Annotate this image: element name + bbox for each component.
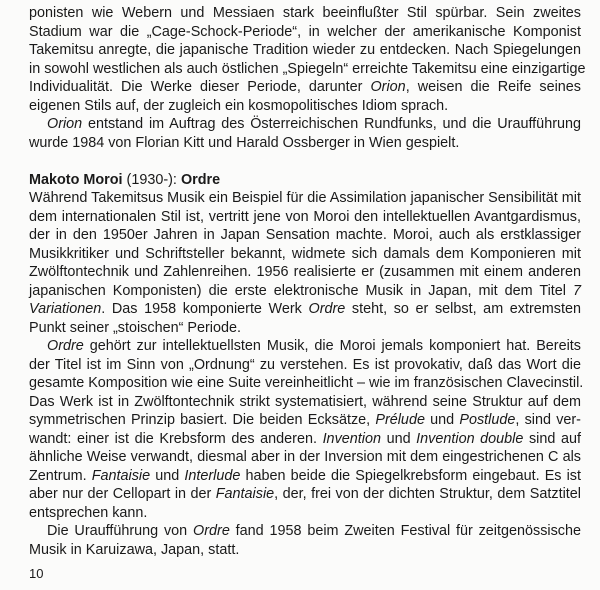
text-line [29, 485, 581, 504]
text-run: japanischen Komponisten) die erste elektronische Musik in Japan, mit dem Titel [29, 282, 573, 299]
text-run: entstand im Auftrag des Österreichischen Rundfunks, und die Uraufführung [82, 116, 581, 132]
paragraph [29, 4, 586, 115]
text-line [29, 374, 584, 393]
text-line [29, 319, 581, 338]
text-run: , sind ver- [515, 412, 581, 428]
text-run: gesamte Komposition wie eine Suite vereinheitlicht – wie im französischen Clavecinstil. [29, 375, 584, 391]
text-run: sind auf [523, 430, 581, 447]
text-run: Musikkritiker und Schriftsteller bekannt, widmete sich damals dem Komponieren mit [29, 245, 581, 262]
paragraph [29, 522, 581, 559]
text-run: und [380, 430, 417, 447]
text-run: wandt: einer ist die Krebsform des anderen. [29, 430, 323, 447]
text-run: gehört zur intellektuellsten Musik, die Moroi jemals komponiert hat. Bereits [83, 338, 581, 354]
text-run: Zentrum. [29, 467, 92, 484]
text-line [29, 245, 581, 264]
text-run: der in den 1950er Jahren in Japan Sensation machte. Moroi, auch als erstklassiger [29, 227, 581, 243]
paragraph-spacer [29, 152, 581, 171]
italic-title: Orion [370, 79, 406, 95]
italic-title: Variationen [29, 301, 102, 317]
text-run: Takemitsu anregte, die japanische Tradition wieder zu entdecken. Nach Spiegelungen [29, 42, 581, 58]
text-run: in sowohl westlichen als auch östlichen „Spiegeln“ erreichte Takemitsu eine einzigartige [29, 60, 586, 77]
text-run: . Das 1958 komponierte Werk [101, 301, 309, 317]
text-run: symmetrischen Prinzip basiert. Die beiden Ecksätze, [29, 412, 376, 428]
text-run: und [150, 467, 185, 484]
text-line [29, 189, 581, 208]
text-line [29, 356, 581, 375]
italic-title: Interlude [184, 467, 241, 484]
page-number: 10 [29, 566, 44, 581]
text-run: Zwölftontechnik und Zahlenreihen. 1956 realisierte er (zusammen mit einem anderen [29, 264, 581, 280]
text-line [29, 393, 581, 412]
text-run: Musik in Karuizawa, Japan, statt. [29, 541, 240, 558]
text-run: (1930-): [122, 171, 181, 188]
italic-title: Ordre [47, 338, 84, 354]
italic-title: Fantaisie [91, 467, 151, 484]
text-line [29, 467, 581, 486]
text-run: , weisen die Reife seines [405, 79, 581, 95]
text-run: Während Takemitsus Musik ein Beispiel für die Assimilation japanischer Sensibilität mit [29, 190, 581, 206]
text-line [29, 448, 581, 467]
paragraph [29, 189, 581, 337]
italic-title: Invention [322, 430, 381, 447]
text-run: haben beide die Spiegelkrebsform eingebaut. Es ist [240, 467, 581, 484]
paragraph [29, 115, 581, 152]
text-line [29, 504, 581, 523]
text-run: Punkt seiner „stoischen“ Periode. [29, 319, 241, 336]
italic-title: Orion [47, 116, 83, 132]
italic-title: 7 [572, 282, 581, 299]
text-run: aber nur der Cellopart in der [29, 486, 216, 502]
text-line [29, 208, 581, 227]
text-run: entsprechen kann. [29, 504, 148, 521]
section-heading [29, 171, 581, 190]
text-run: Stadium war die „Cage-Schock-Periode“, in welcher der amerikanische Komponist [29, 23, 581, 40]
text-line [29, 4, 581, 23]
text-line [29, 226, 581, 245]
text-line [29, 41, 581, 60]
text-line [29, 134, 581, 153]
text-line [29, 60, 586, 79]
text-run: und [424, 412, 460, 428]
text-run: dem internationalen Stil ist, vertritt jene von Moroi den intellektuellen Avantgardismus, [29, 208, 581, 225]
bold-text: Makoto Moroi [29, 171, 123, 188]
text-line [29, 78, 581, 97]
italic-title: Ordre [193, 523, 230, 539]
text-line [29, 541, 581, 560]
text-line [29, 300, 581, 319]
italic-title: Postlude [459, 412, 516, 428]
text-run: fand 1958 beim Zweiten Festival für zeitgenössische [229, 523, 582, 539]
text-run: Die Uraufführung von [47, 523, 194, 539]
text-line [29, 337, 581, 356]
paragraph [29, 337, 584, 522]
text-run: der Titel ist im Sinn von „Ordnung“ zu verstehen. Es ist provokativ, daß das Wort die [29, 356, 581, 373]
text-run: ähnliche Weise verwandt, diesmal aber in der Inversion mit dem eingestrichenen C als [29, 449, 581, 465]
text-run: eigenen Stils auf, der zugleich ein kosmopolitisches Idiom sprach. [29, 97, 449, 114]
text-line [29, 522, 581, 541]
text-line [29, 282, 581, 301]
italic-title: Ordre [308, 301, 346, 317]
italic-title: Prélude [375, 412, 425, 428]
italic-title: Invention double [416, 430, 524, 447]
text-line [29, 430, 581, 449]
text-line [29, 23, 581, 42]
text-line [29, 171, 581, 190]
text-run: ponisten wie Webern und Messiaen stark beeinflußter Stil spürbar. Sein zweites [29, 5, 581, 21]
text-line [29, 97, 581, 116]
text-line [29, 115, 581, 134]
text-run: steht, so er selbst, am extremsten [345, 301, 581, 317]
document-page [29, 4, 586, 559]
italic-title: Fantaisie [215, 486, 275, 502]
text-line [29, 411, 581, 430]
text-run: , der, frei von der dichten Struktur, dem Satztitel [274, 486, 581, 502]
bold-text: Ordre [180, 171, 221, 188]
text-run: wurde 1984 von Florian Kitt und Harald Ossberger in Wien gespielt. [29, 134, 460, 151]
text-run: Das Werk ist in Zwölftontechnik strikt systematisiert, während seine Struktur auf dem [29, 393, 581, 410]
text-run: Individualität. Die Werke dieser Periode, darunter [29, 79, 371, 95]
text-line [29, 263, 581, 282]
